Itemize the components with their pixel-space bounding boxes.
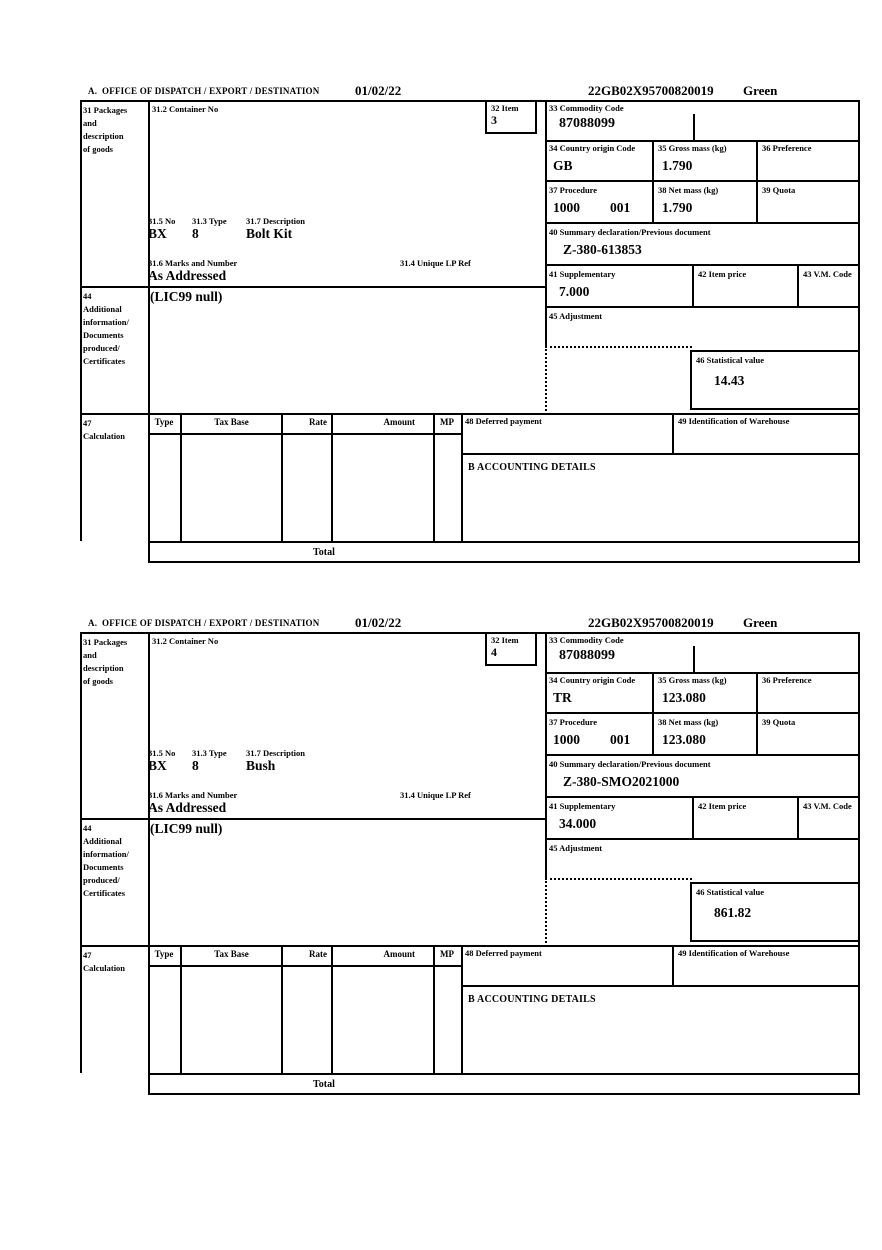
commodity-code-value: 87088099 — [559, 648, 615, 663]
supplementary-value: 34.000 — [559, 816, 597, 831]
field-34-country-origin: 34 Country origin Code TR — [545, 672, 652, 714]
box44-top-line — [80, 818, 547, 820]
field-34-country-origin: 34 Country origin Code GB — [545, 140, 652, 182]
section-header — [80, 614, 860, 632]
statistical-value: 861.82 — [714, 905, 752, 920]
package-no-value: BX — [148, 758, 167, 773]
label-column-divider — [148, 100, 150, 563]
field-39-quota: 39 Quota — [756, 182, 860, 224]
additional-info-value: (LIC99 null) — [150, 289, 223, 304]
calc-header-tax-base: Tax Base — [214, 417, 249, 427]
field-38-net-mass: 38 Net mass (kg) 123.080 — [652, 714, 756, 756]
gross-mass-value: 1.790 — [662, 158, 693, 173]
supplementary-value: 7.000 — [559, 284, 590, 299]
field-48-deferred-payment: 48 Deferred payment — [461, 945, 672, 987]
declaration-date: 01/02/22 — [355, 83, 402, 98]
dotted-vertical-divider — [545, 346, 547, 415]
field-49-warehouse: 49 Identification of Warehouse — [672, 945, 860, 987]
box44-top-line — [80, 286, 547, 288]
office-of-dispatch-label: A. OFFICE OF DISPATCH / EXPORT / DESTINATION — [88, 86, 320, 96]
field-31-7-description-label: 31.7 Description — [246, 748, 306, 758]
field-31-3-type-label: 31.3 Type — [192, 216, 227, 226]
package-no-value: BX — [148, 226, 167, 241]
field-36-preference: 36 Preference — [756, 140, 860, 182]
net-mass-value: 123.080 — [662, 732, 706, 747]
dotted-horizontal-divider — [545, 346, 692, 348]
additional-info-value: (LIC99 null) — [150, 821, 223, 836]
gross-mass-value: 123.080 — [662, 690, 706, 705]
field-32-item-label: 32 Item — [491, 103, 519, 113]
commodity-code-value: 87088099 — [559, 116, 615, 131]
border-left — [80, 100, 82, 541]
field-46-statistical-value: 46 Statistical value 14.43 — [690, 350, 860, 410]
field-42-item-price: 42 Item price — [692, 798, 797, 840]
field-45-adjustment: 45 Adjustment — [549, 843, 603, 853]
calc-header-mp: MP — [440, 417, 454, 427]
accounting-details-label: B ACCOUNTING DETAILS — [468, 994, 596, 1005]
calc-header-tax-base: Tax Base — [214, 949, 249, 959]
commodity-code-separator — [693, 114, 695, 140]
section-header — [80, 82, 860, 100]
procedure-value: 1000 001 — [553, 732, 631, 747]
label-column-divider — [148, 632, 150, 1095]
field-31-4-lp-ref-label: 31.4 Unique LP Ref — [400, 258, 471, 268]
field-33-commodity-code: 33 Commodity Code 87088099 — [545, 632, 860, 674]
total-label: Total — [313, 547, 335, 558]
country-origin-value: TR — [553, 690, 572, 705]
field-45-adjustment: 45 Adjustment — [549, 311, 603, 321]
declaration-date: 01/02/22 — [355, 615, 402, 630]
field-44-additional-label: 44 Additional information/ Documents produced/ Certificates — [83, 291, 129, 366]
calc-header-line — [148, 965, 463, 967]
field-33-commodity-code: 33 Commodity Code 87088099 — [545, 100, 860, 142]
field-31-3-type-label: 31.3 Type — [192, 748, 227, 758]
calc-header-mp: MP — [440, 949, 454, 959]
commodity-code-separator — [693, 646, 695, 672]
field-31-6-marks-label: 31.6 Marks and Number — [148, 258, 238, 268]
field-37-procedure: 37 Procedure 1000 001 — [545, 714, 652, 756]
declaration-reference: 22GB02X95700820019 — [588, 615, 714, 630]
field-32-item — [485, 632, 537, 666]
dotted-vertical-divider — [545, 878, 547, 947]
field-31-7-description-label: 31.7 Description — [246, 216, 306, 226]
office-of-dispatch-label: A. OFFICE OF DISPATCH / EXPORT / DESTINATION — [88, 618, 320, 628]
border-left — [80, 632, 82, 1073]
package-type-value: 8 — [192, 226, 199, 241]
field-39-quota: 39 Quota — [756, 714, 860, 756]
accounting-details-box — [461, 987, 860, 1073]
calc-total-row — [148, 541, 860, 563]
item-number-value: 4 — [491, 645, 497, 659]
calc-header-amount: Amount — [383, 417, 415, 427]
field-31-2-container-label: 31.2 Container No — [152, 636, 219, 646]
field-42-item-price: 42 Item price — [692, 266, 797, 308]
total-label: Total — [313, 1079, 335, 1090]
calc-header-rate: Rate — [309, 417, 327, 427]
accounting-details-label: B ACCOUNTING DETAILS — [468, 462, 596, 473]
declaration-grid — [80, 632, 860, 1095]
field-31-packages-label: 31 Packages and description of goods — [83, 105, 128, 154]
calc-header-amount: Amount — [383, 949, 415, 959]
accounting-details-box — [461, 455, 860, 541]
declaration-reference: 22GB02X95700820019 — [588, 83, 714, 98]
field-31-2-container-label: 31.2 Container No — [152, 104, 219, 114]
field-36-preference: 36 Preference — [756, 672, 860, 714]
field-32-item — [485, 100, 537, 134]
field-43-vm-code: 43 V.M. Code — [797, 798, 860, 840]
procedure-value: 1000 001 — [553, 200, 631, 215]
statistical-value: 14.43 — [714, 373, 745, 388]
field-38-net-mass: 38 Net mass (kg) 1.790 — [652, 182, 756, 224]
field-31-5-no-label: 31.5 No — [148, 748, 176, 758]
field-41-supplementary: 41 Supplementary 7.000 — [545, 266, 692, 308]
field-44-additional-label: 44 Additional information/ Documents produced/ Certificates — [83, 823, 129, 898]
calc-total-row — [148, 1073, 860, 1095]
field-35-gross-mass: 35 Gross mass (kg) 123.080 — [652, 672, 756, 714]
summary-declaration-value: Z-380-SMO2021000 — [563, 774, 680, 789]
field-47-calculation-label: 47 Calculation — [83, 418, 126, 441]
field-31-packages-label: 31 Packages and description of goods — [83, 637, 128, 686]
field-41-supplementary: 41 Supplementary 34.000 — [545, 798, 692, 840]
net-mass-value: 1.790 — [662, 200, 693, 215]
marks-value: As Addressed — [148, 800, 227, 815]
field-40-summary-declaration: 40 Summary declaration/Previous document Z-380-613853 — [545, 224, 860, 266]
field-46-statistical-value: 46 Statistical value 861.82 — [690, 882, 860, 942]
calc-header-rate: Rate — [309, 949, 327, 959]
routing-status: Green — [743, 83, 778, 98]
calc-header-type: Type — [154, 417, 174, 427]
goods-description-value: Bush — [246, 758, 276, 773]
field-43-vm-code: 43 V.M. Code — [797, 266, 860, 308]
goods-description-value: Bolt Kit — [246, 226, 293, 241]
field-31-4-lp-ref-label: 31.4 Unique LP Ref — [400, 790, 471, 800]
field-48-deferred-payment: 48 Deferred payment — [461, 413, 672, 455]
calc-header-line — [148, 433, 463, 435]
package-type-value: 8 — [192, 758, 199, 773]
field-49-warehouse: 49 Identification of Warehouse — [672, 413, 860, 455]
country-origin-value: GB — [553, 158, 573, 173]
field-31-5-no-label: 31.5 No — [148, 216, 176, 226]
declaration-grid — [80, 100, 860, 563]
routing-status: Green — [743, 615, 778, 630]
declaration-item-section-2 — [80, 614, 860, 1095]
field-32-item-label: 32 Item — [491, 635, 519, 645]
field-40-summary-declaration: 40 Summary declaration/Previous document Z-380-SMO2021000 — [545, 756, 860, 798]
declaration-item-section-1 — [80, 82, 860, 563]
field-31-6-marks-label: 31.6 Marks and Number — [148, 790, 238, 800]
field-37-procedure: 37 Procedure 1000 001 — [545, 182, 652, 224]
field-47-calculation-label: 47 Calculation — [83, 950, 126, 973]
field-35-gross-mass: 35 Gross mass (kg) 1.790 — [652, 140, 756, 182]
marks-value: As Addressed — [148, 268, 227, 283]
calc-header-type: Type — [154, 949, 174, 959]
item-number-value: 3 — [491, 113, 497, 127]
dotted-horizontal-divider — [545, 878, 692, 880]
summary-declaration-value: Z-380-613853 — [563, 242, 642, 257]
